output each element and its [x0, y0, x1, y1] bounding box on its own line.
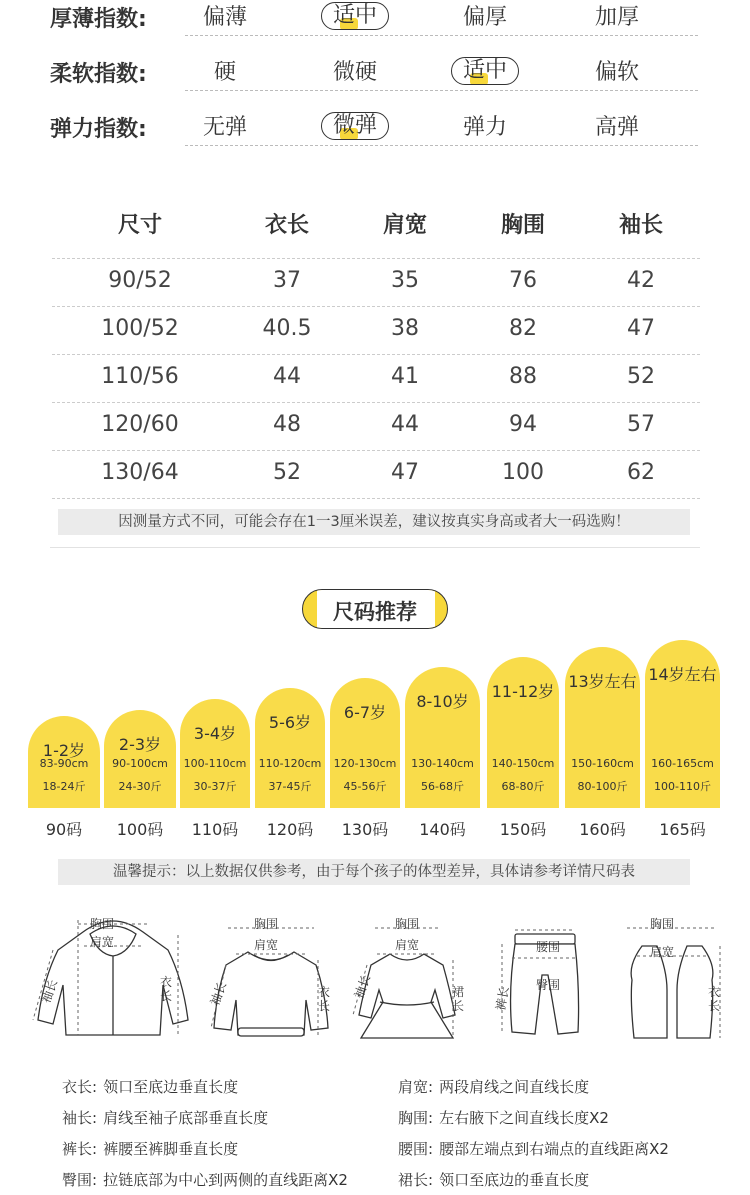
- bar-weight-label: 68-80斤: [501, 780, 545, 793]
- table-cell: 82: [509, 316, 537, 341]
- index-divider: [185, 145, 698, 146]
- definition-item: [398, 1138, 669, 1159]
- definition-term: 衣长:: [62, 1078, 98, 1096]
- index-option: 加厚: [594, 5, 639, 30]
- length-char-2: 长: [708, 999, 721, 1013]
- table-cell: 44: [391, 412, 419, 437]
- bar-size-label: 130码: [341, 820, 389, 839]
- index-option: 偏薄: [202, 5, 247, 30]
- table-header-cell: 衣长: [264, 213, 309, 238]
- table-cell: 44: [273, 364, 301, 389]
- table-cell: 110/56: [101, 364, 179, 389]
- bar-size-label: 165码: [659, 820, 706, 839]
- hoodie-chest-label: 胸围: [90, 917, 115, 931]
- recommend-title-pill: [302, 589, 448, 629]
- pants-char-1: 裤: [493, 997, 510, 1012]
- bar-age-label: 2-3岁: [118, 735, 162, 754]
- size-bar: [565, 647, 640, 808]
- bar-age-label: 8-10岁: [416, 692, 469, 711]
- size-bar: [104, 710, 176, 808]
- table-header-cell: 尺寸: [117, 213, 162, 238]
- index-label: 弹力指数:: [50, 117, 147, 142]
- index-divider: [185, 90, 698, 91]
- table-divider: [52, 354, 700, 355]
- sweatshirt-shoulder-label: 肩宽: [254, 938, 279, 952]
- bar-age-label: 3-4岁: [193, 724, 237, 743]
- table-cell: 76: [509, 268, 537, 293]
- dress-skirt-length-label: [452, 985, 466, 1013]
- length-char-2: 长: [160, 989, 173, 1003]
- definition-item: [398, 1107, 609, 1128]
- size-note: 因测量方式不同，可能会存在1一3厘米误差，建议按真实身高或者大一码选购！: [58, 509, 690, 535]
- skirt-char-1: 裙: [452, 985, 465, 999]
- definition-term: 裤长:: [62, 1140, 98, 1158]
- size-bar: [487, 657, 559, 808]
- definition-desc: 领口至底边的垂直长度: [439, 1171, 590, 1189]
- table-cell: 100: [502, 460, 544, 485]
- bar-age-label: 11-12岁: [491, 682, 555, 701]
- definition-term: 腰围:: [398, 1140, 434, 1158]
- length-char-1: 衣: [318, 985, 331, 999]
- table-divider: [52, 306, 700, 307]
- index-option: 无弹: [202, 115, 247, 140]
- bar-height-label: 100-110cm: [183, 757, 247, 770]
- index-option: 偏软: [594, 60, 639, 85]
- table-divider: [52, 402, 700, 403]
- sleeve-char-1: 袖: [351, 984, 370, 1001]
- sleeve-char-2: 长: [42, 977, 61, 994]
- bar-height-label: 160-165cm: [651, 757, 714, 770]
- bar-height-label: 90-100cm: [112, 757, 168, 770]
- definition-term: 胸围:: [398, 1109, 434, 1127]
- sleeve-char-1: 袖: [38, 988, 57, 1006]
- recommend-title: 尺码推荐: [333, 600, 417, 624]
- bar-age-label: 1-2岁: [42, 741, 86, 760]
- definition-desc: 两段肩线之间直线长度: [439, 1078, 590, 1096]
- table-cell: 100/52: [101, 316, 179, 341]
- recommend-tip: 温馨提示：以上数据仅供参考，由于每个孩子的体型差异，具体请参考详情尺码表: [58, 859, 690, 885]
- table-header-cell: 袖长: [618, 213, 663, 238]
- index-option: 偏厚: [462, 5, 507, 30]
- bar-weight-label: 56-68斤: [421, 780, 464, 793]
- definition-desc: 肩线至袖子底部垂直长度: [103, 1109, 269, 1127]
- definition-desc: 裤腰至裤脚垂直长度: [103, 1140, 239, 1158]
- index-option: 微硬: [332, 60, 377, 85]
- table-header-cell: 胸围: [500, 213, 545, 238]
- table-cell: 120/60: [101, 412, 179, 437]
- bar-size-label: 100码: [116, 820, 164, 839]
- vest-length-label: [708, 985, 722, 1013]
- vest-chest-label: 胸围: [650, 917, 675, 931]
- bar-height-label: 130-140cm: [411, 757, 474, 770]
- definition-term: 裙长:: [398, 1171, 434, 1189]
- bar-age-label: 5-6岁: [268, 713, 312, 732]
- sleeve-char-2: 长: [355, 972, 374, 990]
- hoodie-length-label: [160, 975, 174, 1003]
- definition-item: [62, 1076, 238, 1097]
- size-bar: [405, 667, 480, 808]
- index-row: [0, 0, 750, 55]
- table-divider: [52, 498, 700, 499]
- table-cell: 47: [627, 316, 655, 341]
- bar-size-label: 90码: [45, 820, 83, 839]
- index-row: [0, 55, 750, 110]
- table-header-cell: 肩宽: [382, 213, 427, 238]
- index-option-selected: 微弹: [321, 112, 389, 140]
- table-cell: 52: [627, 364, 655, 389]
- size-bar: [645, 640, 720, 808]
- bar-weight-label: 80-100斤: [577, 780, 628, 793]
- section-divider: [50, 547, 700, 548]
- table-cell: 130/64: [101, 460, 179, 485]
- index-label: 厚薄指数:: [50, 7, 147, 32]
- size-bar: [330, 678, 400, 808]
- table-cell: 62: [627, 460, 655, 485]
- table-cell: 94: [509, 412, 537, 437]
- pants-char-2: 长: [495, 985, 512, 1000]
- bar-height-label: 120-130cm: [333, 757, 397, 770]
- dress-chest-label: 胸围: [395, 917, 420, 931]
- bar-weight-label: 18-24斤: [42, 780, 86, 793]
- definition-term: 肩宽:: [398, 1078, 434, 1096]
- size-bar: [180, 699, 250, 808]
- definition-desc: 腰部左端点到右端点的直线距离X2: [439, 1140, 669, 1158]
- index-option: 高弹: [594, 115, 639, 140]
- bar-weight-label: 45-56斤: [343, 780, 387, 793]
- index-option: 硬: [213, 60, 236, 85]
- bar-age-label: 14岁左右: [648, 665, 717, 684]
- bar-size-label: 150码: [499, 820, 547, 839]
- bar-height-label: 150-160cm: [571, 757, 634, 770]
- definition-term: 袖长:: [62, 1109, 98, 1127]
- index-label: 柔软指数:: [50, 62, 147, 87]
- sweatshirt-chest-label: 胸围: [254, 917, 279, 931]
- skirt-char-2: 长: [452, 999, 465, 1013]
- table-cell: 35: [391, 268, 419, 293]
- definition-desc: 领口至底边垂直长度: [103, 1078, 239, 1096]
- table-cell: 42: [627, 268, 655, 293]
- definition-item: [62, 1169, 348, 1190]
- definition-desc: 左右腋下之间直线长度X2: [439, 1109, 609, 1127]
- bar-height-label: 140-150cm: [491, 757, 555, 770]
- table-cell: 48: [273, 412, 301, 437]
- table-cell: 57: [627, 412, 655, 437]
- table-cell: 40.5: [262, 316, 312, 341]
- bar-weight-label: 37-45斤: [268, 780, 312, 793]
- index-divider: [185, 35, 698, 36]
- length-char-2: 长: [318, 999, 331, 1013]
- definition-item: [398, 1169, 589, 1190]
- sleeve-char-1: 袖: [207, 991, 226, 1008]
- table-cell: 47: [391, 460, 419, 485]
- size-bar: [255, 688, 325, 808]
- dress-shoulder-label: 肩宽: [395, 938, 420, 952]
- bar-height-label: 110-120cm: [258, 757, 322, 770]
- table-divider: [52, 450, 700, 451]
- table-cell: 90/52: [108, 268, 172, 293]
- table-cell: 38: [391, 316, 419, 341]
- pants-waist-label: 腰围: [536, 940, 561, 954]
- bar-weight-label: 30-37斤: [193, 780, 237, 793]
- bar-size-label: 110码: [191, 820, 239, 839]
- table-divider: [52, 258, 700, 259]
- bar-weight-label: 24-30斤: [118, 780, 162, 793]
- size-bar: [28, 716, 100, 808]
- length-char-1: 衣: [708, 985, 721, 999]
- table-cell: 41: [391, 364, 419, 389]
- index-option-selected: 适中: [321, 2, 389, 30]
- vest-shoulder-label: 肩宽: [650, 945, 675, 959]
- table-cell: 37: [273, 268, 301, 293]
- bar-size-label: 120码: [266, 820, 314, 839]
- bar-size-label: 140码: [419, 820, 466, 839]
- definition-item: [398, 1076, 589, 1097]
- index-option: 弹力: [462, 115, 507, 140]
- table-cell: 52: [273, 460, 301, 485]
- bar-height-label: 83-90cm: [39, 757, 89, 770]
- pants-hip-label: 臀围: [536, 978, 561, 992]
- sweatshirt-length-label: [318, 985, 332, 1013]
- definition-desc: 拉链底部为中心到两侧的直线距离X2: [103, 1171, 348, 1189]
- index-option-selected: 适中: [451, 57, 519, 85]
- definition-term: 臀围:: [62, 1171, 98, 1189]
- length-char-1: 衣: [160, 975, 173, 989]
- bar-age-label: 13岁左右: [568, 672, 637, 691]
- sleeve-char-2: 长: [211, 979, 230, 997]
- hoodie-shoulder-label: 肩宽: [90, 935, 115, 949]
- bar-weight-label: 100-110斤: [654, 780, 711, 793]
- table-cell: 88: [509, 364, 537, 389]
- definition-item: [62, 1138, 238, 1159]
- bar-size-label: 160码: [579, 820, 626, 839]
- definition-item: [62, 1107, 268, 1128]
- bar-age-label: 6-7岁: [343, 703, 387, 722]
- index-row: [0, 110, 750, 165]
